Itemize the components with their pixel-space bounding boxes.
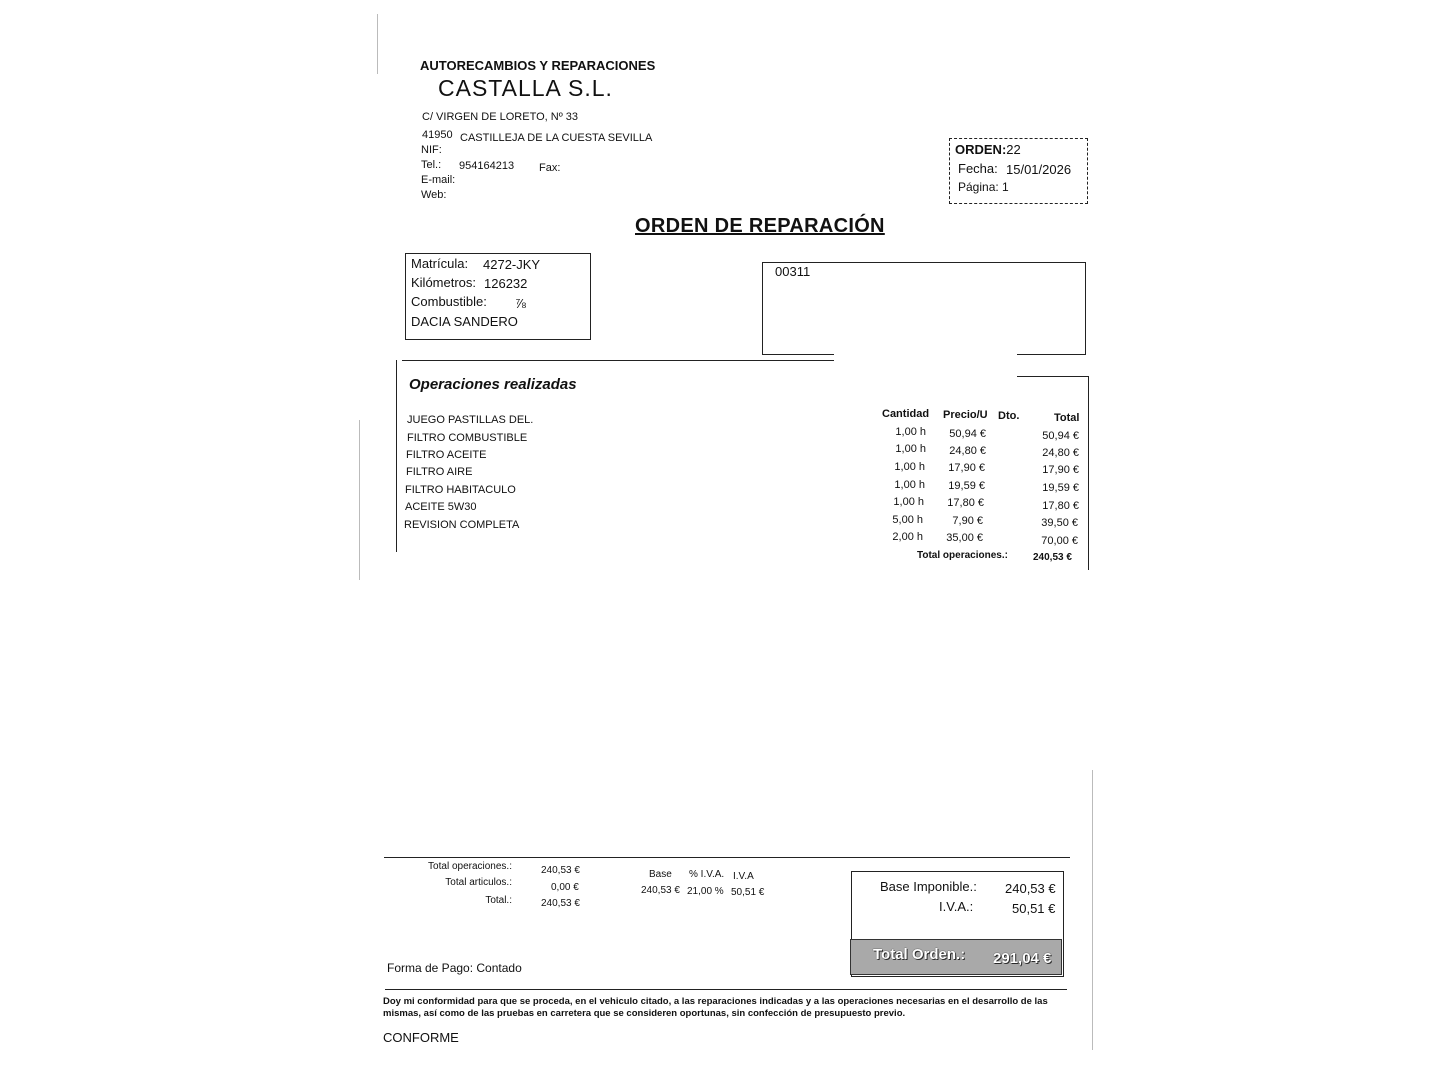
operations-top-border xyxy=(402,360,834,361)
iva-value: 50,51 € xyxy=(1012,901,1056,916)
row-unit-price: 19,59 € xyxy=(948,480,985,492)
combustible-label: Combustible: xyxy=(411,294,487,309)
row-unit-price: 7,90 € xyxy=(952,515,983,527)
row-description: FILTRO AIRE xyxy=(406,466,473,478)
operations-left-border xyxy=(396,360,397,552)
row-total: 50,94 € xyxy=(1042,430,1079,442)
matricula-value: 4272-JKY xyxy=(483,257,541,272)
row-quantity: 1,00 h xyxy=(895,426,926,438)
payment-value: Contado xyxy=(476,961,522,975)
row-unit-price: 50,94 € xyxy=(949,428,986,440)
company-city: CASTILLEJA DE LA CUESTA SEVILLA xyxy=(460,132,653,144)
summary-total-value: 240,53 € xyxy=(541,898,580,909)
row-unit-price: 17,80 € xyxy=(947,497,984,509)
payment-label: Forma de Pago: xyxy=(387,961,474,975)
orden-value: 22 xyxy=(1006,142,1021,157)
email-label: E-mail: xyxy=(421,174,456,186)
pagina-label: Página: xyxy=(958,180,999,194)
summary-total-articulos-value: 0,00 € xyxy=(551,882,579,893)
row-total: 17,80 € xyxy=(1042,500,1079,512)
redaction-patch xyxy=(834,340,1017,380)
nif-label: NIF: xyxy=(421,144,442,156)
row-quantity: 1,00 h xyxy=(894,461,925,473)
summary-top-rule xyxy=(384,857,1070,858)
combustible-value: ⅞ xyxy=(515,296,526,311)
row-description: FILTRO ACEITE xyxy=(406,449,487,461)
header-total: Total xyxy=(1054,412,1080,424)
company-line1: AUTORECAMBIOS Y REPARACIONES xyxy=(420,58,656,73)
pagina-value: 1 xyxy=(1002,180,1009,194)
company-postal-code: 41950 xyxy=(422,129,453,141)
tax-row-base: 240,53 € xyxy=(641,885,680,896)
conformity-line1: Doy mi conformidad para que se proceda, en el vehiculo citado, a las reparaciones indicadas y a las operaciones necesarias en el desarrollo de las xyxy=(383,996,1048,1007)
scan-edge-left xyxy=(377,14,378,74)
base-imponible-value: 240,53 € xyxy=(1005,881,1056,896)
payment-method xyxy=(387,961,522,975)
iva-label: I.V.A.: xyxy=(939,899,974,914)
tel-label: Tel.: xyxy=(421,159,442,171)
row-total: 19,59 € xyxy=(1042,482,1079,494)
row-unit-price: 17,90 € xyxy=(948,462,985,474)
pagina-line xyxy=(958,180,1009,194)
summary-total-label: Total.: xyxy=(485,895,512,906)
tax-row-iva: 50,51 € xyxy=(731,887,765,898)
row-quantity: 2,00 h xyxy=(892,531,923,543)
row-quantity: 5,00 h xyxy=(892,514,923,526)
company-name: CASTALLA S.L. xyxy=(438,75,613,101)
vehicle-model: DACIA SANDERO xyxy=(411,314,518,329)
row-unit-price: 24,80 € xyxy=(949,445,986,457)
operations-title: Operaciones realizadas xyxy=(409,376,577,393)
matricula-label: Matrícula: xyxy=(411,256,469,271)
row-description: JUEGO PASTILLAS DEL. xyxy=(407,414,534,426)
header-cantidad: Cantidad xyxy=(882,408,930,420)
total-orden-value: 291,04 € xyxy=(993,950,1052,967)
km-label: Kilómetros: xyxy=(411,275,477,290)
km-value: 126232 xyxy=(484,276,528,291)
row-description: FILTRO COMBUSTIBLE xyxy=(407,432,528,444)
customer-code: 00311 xyxy=(775,264,811,279)
base-imponible-label: Base Imponible.: xyxy=(880,879,977,894)
scan-edge-right xyxy=(1092,770,1093,1050)
row-total: 70,00 € xyxy=(1041,535,1078,547)
footer-rule xyxy=(385,989,1067,990)
row-description: REVISION COMPLETA xyxy=(404,519,520,531)
tax-header-base: Base xyxy=(649,869,672,880)
row-total: 39,50 € xyxy=(1041,517,1078,529)
row-total: 24,80 € xyxy=(1042,447,1079,459)
row-quantity: 1,00 h xyxy=(893,496,924,508)
fecha-value: 15/01/2026 xyxy=(1006,162,1072,177)
operations-subtotal-value: 240,53 € xyxy=(1033,552,1072,563)
operations-right-border xyxy=(1088,376,1089,570)
web-label: Web: xyxy=(421,189,447,201)
total-orden-label: Total Orden.: xyxy=(873,946,966,963)
document-title: ORDEN DE REPARACIÓN xyxy=(635,215,885,237)
row-quantity: 1,00 h xyxy=(894,479,925,491)
summary-total-operaciones-value: 240,53 € xyxy=(541,865,580,876)
orden-label: ORDEN: xyxy=(955,142,1007,157)
row-description: ACEITE 5W30 xyxy=(405,501,477,513)
company-address: C/ VIRGEN DE LORETO, Nº 33 xyxy=(422,111,579,123)
scan-edge-left-lower xyxy=(359,420,360,580)
tax-row-pct: 21,00 % xyxy=(687,886,724,897)
summary-total-articulos-label: Total articulos.: xyxy=(445,877,512,888)
tel-value: 954164213 xyxy=(459,160,515,172)
operations-top-border-right xyxy=(1017,376,1089,377)
row-description: FILTRO HABITACULO xyxy=(405,484,516,496)
row-quantity: 1,00 h xyxy=(895,443,926,455)
conformity-line2: mismas, así como de las pruebas en carretera que se consideren oportunas, sin confección de presupuesto previo. xyxy=(383,1008,906,1019)
operations-subtotal-label: Total operaciones.: xyxy=(917,550,1008,561)
header-precio: Precio/U xyxy=(943,409,988,421)
row-total: 17,90 € xyxy=(1042,464,1079,476)
tax-header-pct: % I.V.A. xyxy=(689,869,725,880)
row-unit-price: 35,00 € xyxy=(946,532,983,544)
summary-total-operaciones-label: Total operaciones.: xyxy=(428,861,512,872)
orden-line xyxy=(955,142,1021,157)
conforme-signature-label: CONFORME xyxy=(383,1030,459,1045)
fax-label: Fax: xyxy=(539,162,561,174)
fecha-label: Fecha: xyxy=(958,161,998,176)
tax-header-iva: I.V.A xyxy=(733,871,754,882)
header-dto: Dto. xyxy=(998,410,1020,422)
